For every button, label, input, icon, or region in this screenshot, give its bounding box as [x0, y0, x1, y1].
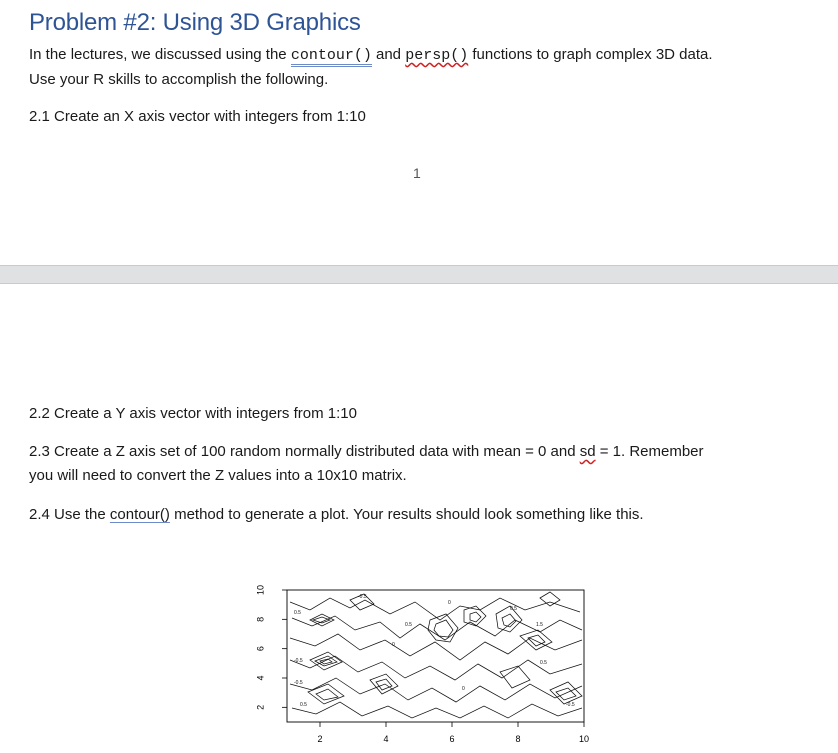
step-2-2: 2.2 Create a Y axis vector with integers from 1:10	[29, 405, 357, 422]
y-tick-label: 2	[255, 704, 266, 710]
plot-frame	[287, 590, 584, 722]
intro-paragraph	[29, 43, 819, 92]
contour-label: 0.5	[510, 606, 517, 612]
sd-word: sd	[579, 443, 596, 460]
contour-function-ref: contour()	[291, 47, 372, 67]
page-number: 1	[413, 165, 421, 181]
contour-plot	[250, 580, 595, 750]
step-2-3-text-2: = 1. Remember	[595, 443, 704, 460]
contour-label: 0.5	[294, 610, 301, 616]
intro-text-3: functions to graph complex 3D data.	[468, 46, 713, 63]
contour-label: 0.5	[540, 660, 547, 666]
contour-label: -0.5	[294, 680, 303, 686]
contour-label: 0.5	[300, 702, 307, 708]
step-2-3-text-1: 2.3 Create a Z axis set of 100 random normally distributed data with mean = 0 and	[29, 443, 580, 460]
x-tick-label: 6	[449, 734, 455, 744]
contour-label: 1.5	[536, 622, 543, 628]
step-2-3-text-line2: you will need to convert the Z values into a 10x10 matrix.	[29, 467, 407, 484]
intro-text-1: In the lectures, we discussed using the	[29, 46, 291, 63]
page-title: Problem #2: Using 3D Graphics	[29, 9, 361, 36]
contour-label: 0	[448, 600, 451, 606]
x-tick-label: 8	[515, 734, 521, 744]
contour-lines	[290, 592, 582, 718]
intro-text-2: and	[371, 46, 406, 63]
contour-label: -0.5	[566, 702, 575, 708]
contour-label: 0	[462, 686, 465, 692]
y-tick-label: 4	[255, 675, 266, 681]
page-1	[0, 0, 838, 265]
contour-label: -0.5	[294, 658, 303, 664]
page-break	[0, 265, 838, 284]
y-tick-label: 6	[255, 646, 266, 652]
x-axis	[317, 722, 589, 744]
persp-function-ref: persp()	[405, 47, 469, 64]
contour-label: -0.5	[358, 594, 367, 600]
contour-label: 0.5	[405, 622, 412, 628]
contour-method-ref: contour()	[109, 506, 170, 523]
step-2-1: 2.1 Create an X axis vector with integers from 1:10	[29, 108, 366, 125]
y-tick-label: 8	[255, 616, 266, 622]
contour-label: 0	[392, 642, 395, 648]
x-tick-label: 10	[578, 734, 590, 744]
step-2-3	[29, 440, 819, 488]
x-tick-label: 2	[317, 734, 323, 744]
y-axis	[255, 585, 287, 710]
step-2-4	[29, 503, 819, 527]
x-tick-label: 4	[383, 734, 389, 744]
step-2-4-text-2: method to generate a plot. Your results should look something like this.	[169, 506, 644, 523]
intro-text-line2: Use your R skills to accomplish the following.	[29, 71, 329, 88]
contour-labels	[294, 594, 575, 708]
step-2-4-text-1: 2.4 Use the	[29, 506, 110, 523]
y-tick-label: 10	[255, 584, 266, 596]
